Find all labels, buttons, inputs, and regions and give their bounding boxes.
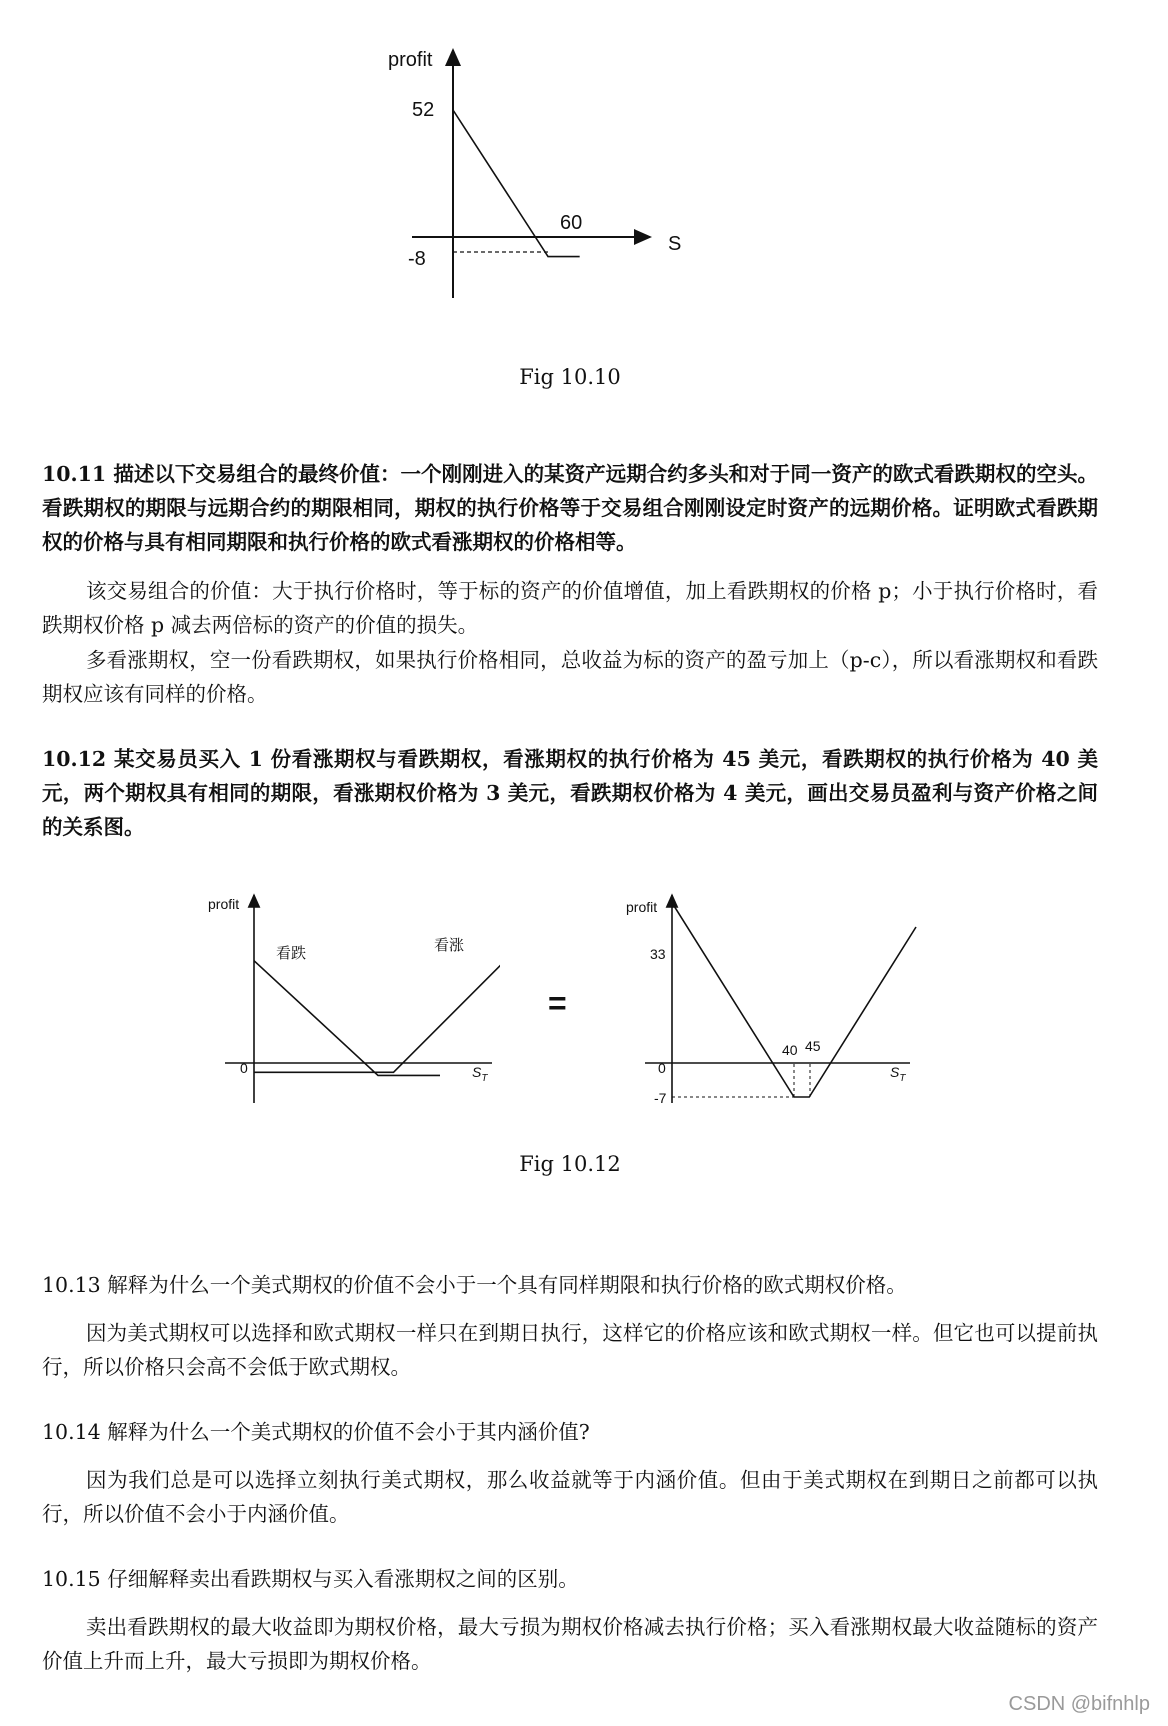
fig-10-12-left-series-1 bbox=[254, 964, 500, 1073]
y-tick-neg7: -7 bbox=[654, 1090, 667, 1106]
y-axis-label: profit bbox=[208, 896, 240, 912]
fig-10-12-left-chart bbox=[200, 885, 500, 1110]
legend-put: 看跌 bbox=[276, 945, 307, 962]
annotation-40: 40 bbox=[782, 1042, 798, 1058]
fig-10-10-series-0 bbox=[453, 110, 583, 257]
origin-label: 0 bbox=[658, 1060, 666, 1076]
question-10-12: 10.12 某交易员买入 1 份看涨期权与看跌期权，看涨期权的执行价格为 45 美元，看跌期权的执行价格为 40 美元，两个期权具有相同的期限，看涨期权价格为 3 美元，看跌期权价格为 4 美元，画出交易员盈利与资产价格之间的关系图。 bbox=[42, 747, 1098, 839]
equals-sign: = bbox=[548, 985, 567, 1021]
y-tick-33: 33 bbox=[650, 946, 666, 962]
y-axis-label: profit bbox=[388, 49, 433, 71]
fig-10-12-right-chart bbox=[620, 885, 920, 1110]
legend-call: 看涨 bbox=[434, 937, 465, 954]
y-tick-neg8: -8 bbox=[408, 248, 426, 270]
origin-label: 0 bbox=[240, 1060, 248, 1076]
y-tick-52: 52 bbox=[412, 99, 435, 121]
watermark: CSDN @bifnhlp bbox=[1008, 1693, 1150, 1715]
question-10-14: 10.14 解释为什么一个美式期权的价值不会小于其内涵价值? bbox=[42, 1420, 590, 1444]
fig-10-12-caption: Fig 10.12 bbox=[519, 1152, 621, 1176]
answer-10-11-para-2: 多看涨期权，空一份看跌期权，如果执行价格相同，总收益为标的资产的盈亏加上（p-c），所以看涨期权和看跌期权应该有同样的价格。 bbox=[42, 648, 1098, 706]
fig-10-12-right-series-0 bbox=[672, 903, 916, 1097]
x-axis-label: $S_T$ bbox=[890, 1064, 906, 1084]
y-axis-label: profit bbox=[626, 899, 658, 915]
question-10-13: 10.13 解释为什么一个美式期权的价值不会小于一个具有同样期限和执行价格的欧式期权价格。 bbox=[42, 1273, 907, 1297]
fig-10-10-caption: Fig 10.10 bbox=[519, 365, 621, 389]
x-axis-label: S bbox=[668, 233, 682, 255]
annotation-45: 45 bbox=[805, 1038, 821, 1054]
answer-10-13: 因为美式期权可以选择和欧式期权一样只在到期日执行，这样它的价格应该和欧式期权一样。但它也可以提前执行，所以价格只会高不会低于欧式期权。 bbox=[42, 1321, 1098, 1379]
annotation-60: 60 bbox=[560, 212, 583, 234]
question-10-11: 10.11 描述以下交易组合的最终价值：一个刚刚进入的某资产远期合约多头和对于同一资产的欧式看跌期权的空头。看跌期权的期限与远期合约的期限相同，期权的执行价格等于交易组合刚刚设定时资产的远期价格。证明欧式看跌期权的价格与具有相同期限和执行价格的欧式看涨期权的价格相等。 bbox=[42, 462, 1098, 554]
answer-10-14: 因为我们总是可以选择立刻执行美式期权，那么收益就等于内涵价值。但由于美式期权在到期日之前都可以执行，所以价值不会小于内涵价值。 bbox=[42, 1468, 1098, 1526]
x-axis-label: $S_T$ bbox=[472, 1064, 488, 1084]
fig-10-10-chart bbox=[360, 40, 720, 330]
fig-10-12-left-series-0 bbox=[254, 961, 440, 1076]
answer-10-15: 卖出看跌期权的最大收益即为期权价格，最大亏损为期权价格减去执行价格；买入看涨期权最大收益随标的资产价值上升而上升，最大亏损即为期权价格。 bbox=[42, 1615, 1098, 1673]
question-10-15: 10.15 仔细解释卖出看跌期权与买入看涨期权之间的区别。 bbox=[42, 1567, 579, 1591]
answer-10-11-para-1: 该交易组合的价值：大于执行价格时，等于标的资产的价值增值，加上看跌期权的价格 p；小于执行价格时，看跌期权价格 p 减去两倍标的资产的价值的损失。 bbox=[42, 579, 1098, 637]
